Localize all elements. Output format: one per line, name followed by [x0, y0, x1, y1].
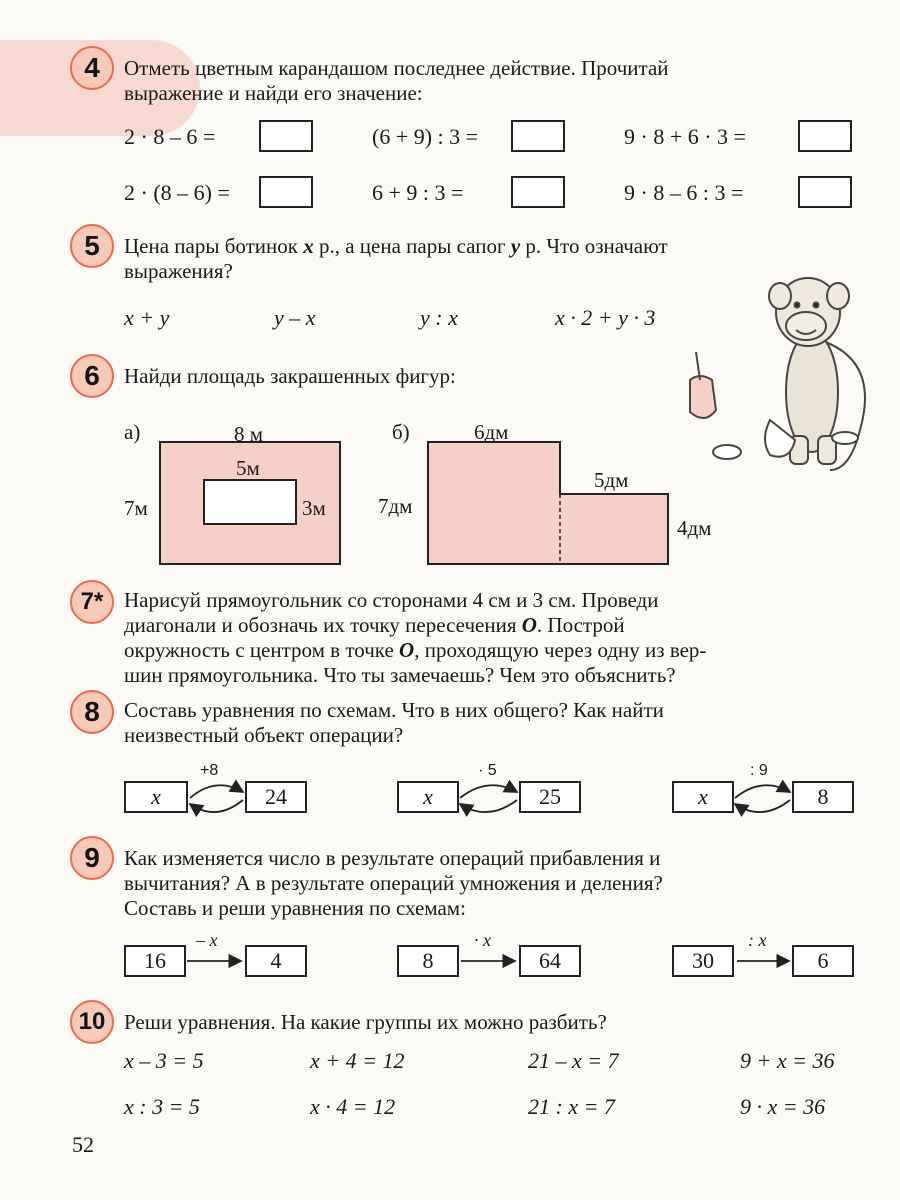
task-4-line-1: Отметь цветным карандашом последнее действие. Прочитай — [124, 56, 669, 80]
figure-b-step-dim: 5дм — [594, 468, 629, 492]
task-10-eq-4: 9 + x = 36 — [740, 1048, 835, 1073]
monkey-illustration — [690, 278, 865, 470]
task-4-expr-3: 9 · 8 + 6 · 3 = — [624, 124, 746, 149]
scheme-9-3-op: : x — [748, 930, 767, 950]
scheme-9-1-op: – x — [196, 930, 218, 950]
scheme-8-1-left: x — [124, 781, 188, 813]
task-6-number-badge — [70, 354, 114, 398]
task-9-line-3: Составь и реши уравнения по схемам: — [124, 896, 466, 920]
point-o-2: O — [399, 638, 415, 662]
scheme-9-2-left: 8 — [397, 945, 459, 977]
answer-box-4-3[interactable] — [798, 120, 852, 152]
task-6-text: Найди площадь закрашенных фигур: — [124, 364, 456, 388]
task-5-line-1 — [124, 234, 854, 259]
figure-a-inner-right-dim: 3м — [302, 496, 326, 520]
task-4-expr-4: 2 · (8 – 6) = — [124, 180, 230, 205]
task-8-line-2: неизвестный объект операции? — [124, 723, 404, 747]
task-4-expr-6: 9 · 8 – 6 : 3 = — [624, 180, 744, 205]
task-7-number-badge — [70, 580, 114, 624]
figure-a-top-dim: 8 м — [234, 422, 264, 446]
task-7-line-2 — [124, 613, 854, 638]
task-5-text-b: р., а цена пары сапог — [313, 234, 511, 258]
task-7-line-3a: окружность с центром в точке — [124, 638, 400, 662]
figure-b-right-dim: 4дм — [677, 516, 712, 540]
task-5-expr-2: y – x — [274, 305, 316, 330]
task-5-text-a: Цена пары ботинок — [124, 234, 304, 258]
task-8-number: 8 — [84, 696, 100, 727]
task-7-line-3 — [124, 638, 854, 663]
figure-a-inner-top-dim: 5м — [236, 456, 260, 480]
var-y: y — [510, 234, 521, 258]
task-10-eq-7: 21 : x = 7 — [528, 1094, 615, 1119]
figure-b-label: б) — [392, 420, 410, 444]
figure-b-shape — [428, 442, 668, 564]
scheme-8-3-op: : 9 — [750, 762, 768, 779]
figure-a-left-dim: 7м — [124, 496, 148, 520]
task-10-eq-1: x – 3 = 5 — [124, 1048, 204, 1073]
scheme-9-3-right: 6 — [792, 945, 854, 977]
page-number: 52 — [72, 1132, 94, 1157]
scheme-8-1-right: 24 — [245, 781, 307, 813]
task-7-line-1: Нарисуй прямоугольник со сторонами 4 см и 3 см. Проведи — [124, 588, 659, 612]
task-7-line-4: шин прямоугольника. Что ты замечаешь? Чем это объяснить? — [124, 663, 676, 687]
scheme-9-1-left: 16 — [124, 945, 186, 977]
task-10-number-badge — [70, 1000, 114, 1044]
task-5-expr-4: x · 2 + y · 3 — [555, 305, 656, 330]
scheme-9-3-left: 30 — [672, 945, 734, 977]
task-10-eq-8: 9 · x = 36 — [740, 1094, 826, 1119]
figure-a-label: а) — [124, 420, 141, 444]
scheme-9-2-right: 64 — [519, 945, 581, 977]
task-4-expr-1: 2 · 8 – 6 = — [124, 124, 216, 149]
task-7-line-2a: диагонали и обозначь их точку пересечения — [124, 613, 522, 637]
scheme-9-1-right: 4 — [245, 945, 307, 977]
task-5-number-badge — [70, 224, 114, 268]
scheme-8-2-op: · 5 — [478, 762, 497, 779]
task-4-expr-2: (6 + 9) : 3 = — [372, 124, 479, 149]
scheme-8-3-left: x — [672, 781, 734, 813]
scheme-9-2-op: · x — [474, 930, 491, 950]
task-10-eq-2: x + 4 = 12 — [310, 1048, 405, 1073]
figure-b-top-dim: 6дм — [474, 420, 509, 444]
task-9-number-badge — [70, 836, 114, 880]
task-4-number: 4 — [84, 52, 100, 83]
task-10-eq-5: x : 3 = 5 — [124, 1094, 200, 1119]
task-5-number: 5 — [84, 230, 100, 261]
answer-box-4-5[interactable] — [511, 176, 565, 208]
figure-b-left-dim: 7дм — [378, 494, 413, 518]
scheme-8-1-op: +8 — [200, 762, 219, 779]
point-o: O — [521, 613, 537, 637]
scheme-8-2-right: 25 — [519, 781, 581, 813]
answer-box-4-1[interactable] — [259, 120, 313, 152]
scheme-8-3-right: 8 — [792, 781, 854, 813]
task-7-number: 7* — [80, 588, 104, 615]
task-10-eq-3: 21 – x = 7 — [528, 1048, 619, 1073]
answer-box-4-2[interactable] — [511, 120, 565, 152]
task-7-line-2b: . Построй — [536, 613, 625, 637]
task-9-number: 9 — [84, 842, 100, 873]
task-4-number-badge — [70, 46, 114, 90]
task-8-line-1: Составь уравнения по схемам. Что в них общего? Как найти — [124, 698, 664, 722]
figure-a-hole — [204, 480, 296, 524]
answer-box-4-4[interactable] — [259, 176, 313, 208]
task-8-number-badge — [70, 690, 114, 734]
task-4-line-2: выражение и найди его значение: — [124, 81, 423, 105]
task-9-line-1: Как изменяется число в результате операций прибавления и — [124, 846, 661, 870]
task-10-text: Реши уравнения. На какие группы их можно разбить? — [124, 1010, 607, 1034]
var-x: x — [303, 234, 314, 258]
task-5-line-2: выражения? — [124, 259, 233, 283]
task-5-expr-3: y : x — [420, 305, 458, 330]
answer-box-4-6[interactable] — [798, 176, 852, 208]
task-10-eq-6: x · 4 = 12 — [310, 1094, 396, 1119]
task-7-line-3b: , проходящую через одну из вер- — [414, 638, 707, 662]
task-6-number: 6 — [84, 360, 100, 391]
task-5-text-c: р. Что означают — [520, 234, 668, 258]
task-4-expr-5: 6 + 9 : 3 = — [372, 180, 464, 205]
scheme-8-2-left: x — [397, 781, 459, 813]
task-9-line-2: вычитания? А в результате операций умножения и деления? — [124, 871, 663, 895]
task-10-number: 10 — [78, 1008, 106, 1035]
task-5-expr-1: x + y — [124, 305, 170, 330]
